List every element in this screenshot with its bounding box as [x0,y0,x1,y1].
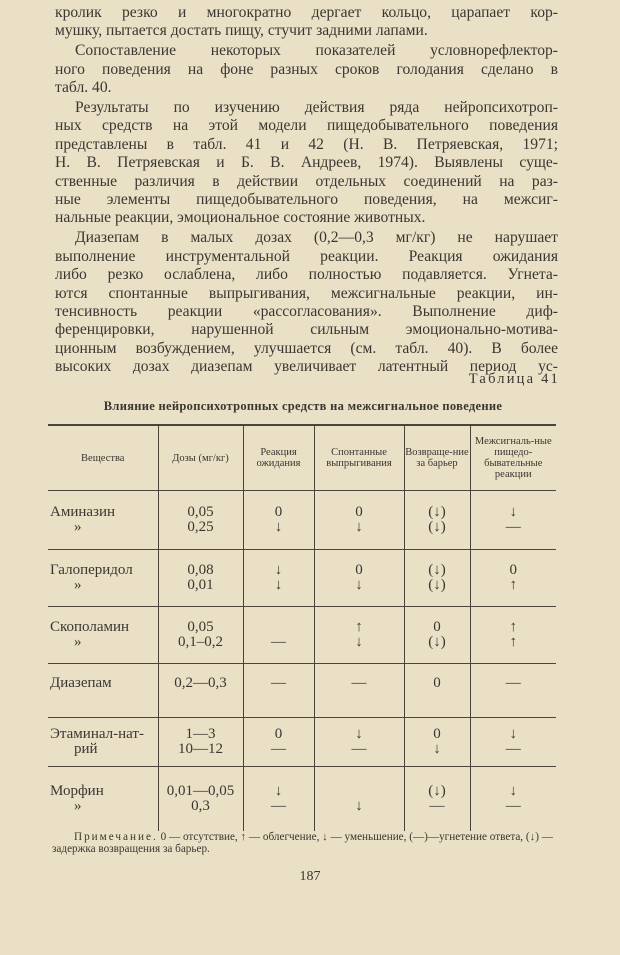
cell-intersignal [470,607,556,664]
table-row [48,607,556,664]
substance-value: Этаминал-нат- [50,726,144,742]
intersignal-value: — [505,674,521,691]
wait-value: — [271,741,286,757]
text-line: высоких дозах диазепам увеличивает латентный период ус- [55,358,558,376]
jumps-value: ↓ [355,577,363,593]
text-line: тенсивность реакции «рассогласования». Выполнение диф- [55,303,558,320]
dose-value: 0,01 [187,577,214,593]
substance-value: Диазепам [50,674,112,691]
intersignal-value [471,691,557,706]
wait-value [244,691,314,706]
cell-substance [48,664,158,718]
text-line: ференцировки, нарушенной сильным эмоционально-мотива- [55,321,558,339]
cell-wait [243,767,314,831]
table-number: Таблица 41 [468,371,560,387]
jumps-value: ↓ [355,797,363,814]
cell-return [404,664,470,718]
substance-value: Скополамин [50,619,130,635]
table-note [52,832,557,855]
return-value: 0 [433,674,441,691]
wait-value: ↓ [274,562,283,578]
jumps-value: — [351,741,367,757]
jumps-value [315,784,404,799]
jumps-value: ↓ [355,634,363,650]
cell-jumps [314,664,404,718]
cell-substance [48,491,158,550]
wait-value: — [271,797,286,814]
jumps-value [315,691,404,706]
note-label: Примечание. [74,831,158,843]
cell-substance [48,607,158,664]
table-row [48,664,556,718]
cell-wait [243,550,314,607]
text-line: либо резко ослаблена, либо полностью подавляется. Угнета- [55,266,558,284]
return-value [405,691,470,706]
jumps-value: ↓ [355,519,363,535]
cell-dose [158,718,243,767]
text-line: нальные реакции, эмоциональное состояние животных. [55,209,426,227]
table-row [48,767,556,831]
header-cell: Дозы (мг/кг) [158,425,243,491]
cell-return [404,718,470,767]
cell-dose [158,491,243,550]
return-value: (↓) [428,634,446,650]
cell-jumps [314,718,404,767]
intersignal-value: — [505,797,521,814]
dose-value: 0,05 [187,619,214,635]
dose-value: 0,25 [187,519,214,535]
wait-value: — [271,674,286,691]
intersignal-value: ↓ [509,782,517,799]
text-line: ционным возбуждением, улучшается (см. табл. 40). В более [55,339,558,357]
wait-value: 0 [274,726,283,742]
data-table [48,424,556,831]
wait-value: 0 [274,504,283,520]
cell-dose [158,550,243,607]
cell-wait [243,491,314,550]
text-line: ного поведения на фоне разных сроков голодания сделано в [55,60,558,78]
cell-jumps [314,607,404,664]
cell-intersignal [470,491,556,550]
intersignal-value: — [505,519,521,535]
table-row [48,550,556,607]
jumps-value: 0 [355,562,363,578]
intersignal-value: ↓ [509,504,517,520]
return-value: — [429,797,445,814]
cell-return [404,550,470,607]
header-cell: Реакция ожидания [243,425,314,491]
cell-jumps [314,767,404,831]
text-line: выполнение инструментальной реакции. Реакция ожидания [55,247,558,265]
wait-value: ↓ [274,782,283,799]
dose-value: 0,2—0,3 [174,674,227,691]
cell-intersignal [470,550,556,607]
cell-jumps [314,491,404,550]
cell-substance [48,767,158,831]
dose-value: 0,08 [187,562,214,578]
page-number: 187 [299,869,321,884]
substance-value: » [74,577,82,593]
text-line: Н. В. Петряевская и Б. В. Андреев, 1974). Выявлены суще- [55,154,558,172]
dose-value [159,691,243,706]
text-line: кролик резко и многократно дергает кольцо, царапает кор- [55,4,558,21]
return-value: (↓) [428,577,446,593]
text-line: мушку, пытается достать пищу, стучит задними лапами. [55,22,428,40]
text-line: Диазепам в малых дозах (0,2—0,3 мг/кг) не нарушает [75,229,558,247]
return-value: ↓ [433,741,441,757]
substance-value: » [74,634,82,650]
jumps-value: ↓ [355,726,363,742]
cell-return [404,607,470,664]
text-line: Результаты по изучению действия ряда нейропсихотроп- [75,99,558,117]
text-line: табл. 40. [55,79,112,97]
dose-value: 0,01—0,05 [166,782,235,799]
cell-dose [158,607,243,664]
dose-value: 0,1–0,2 [178,634,223,650]
table-header-row [48,425,556,491]
return-value: (↓) [428,562,446,578]
return-value: (↓) [428,504,446,520]
wait-value: ↓ [274,519,283,535]
cell-wait [243,718,314,767]
return-value: (↓) [428,782,446,799]
cell-intersignal [470,664,556,718]
cell-substance [48,718,158,767]
wait-value: — [271,634,286,650]
header-cell: Спонтанные выпрыгивания [314,425,404,491]
cell-return [404,767,470,831]
substance-value: Галоперидол [50,562,133,578]
intersignal-value: ↑ [509,619,517,635]
cell-return [404,491,470,550]
intersignal-value: 0 [509,562,517,578]
body-text [55,4,558,377]
substance-value: Аминазин [50,504,116,520]
cell-dose [158,767,243,831]
substance-value: рий [74,741,98,757]
cell-dose [158,664,243,718]
header-cell: Вещества [48,425,158,491]
header-cell: Возвраще-ние за барьер [404,425,470,491]
table-title: Влияние нейропсихотропных средств на межсигнальное поведение [103,399,503,413]
text-line: Сопоставление некоторых показателей условнорефлектор- [75,42,558,60]
dose-value: 10—12 [178,741,223,757]
text-line: ются спонтанные выпрыгивания, межсигнальные реакции, ин- [55,284,558,302]
cell-wait [243,607,314,664]
substance-value: » [74,519,82,535]
intersignal-value: — [505,741,521,757]
text-line: ных средств на этой модели пищедобывательного поведения [55,117,558,135]
text-line: представлены в табл. 41 и 42 (Н. В. Петряевская, 1971; [55,135,558,153]
dose-value: 0,05 [187,504,214,520]
cell-jumps [314,550,404,607]
substance-value [50,691,158,706]
return-value: 0 [433,619,441,635]
wait-value: ↓ [274,577,283,593]
wait-value [244,620,314,635]
dose-value: 1—3 [185,726,216,742]
text-line: ные элементы пищедобывательного поведения, на межсиг- [55,191,558,209]
jumps-value: — [351,674,367,691]
substance-value: » [74,797,82,814]
table-row [48,718,556,767]
table-row [48,491,556,550]
dose-value: 0,3 [191,797,210,814]
intersignal-value: ↑ [509,577,517,593]
jumps-value: 0 [355,504,363,520]
cell-substance [48,550,158,607]
cell-wait [243,664,314,718]
header-cell: Межсигналь-ные пищедо-бывательные реакции [470,425,556,491]
substance-value: Морфин [50,782,104,799]
intersignal-value: ↓ [509,726,517,742]
text-line: ственные различия в действии отдельных соединений на раз- [55,172,558,190]
cell-intersignal [470,767,556,831]
note-text: 0 — отсутствие, ↑ — облегчение, ↓ — уменьшение, (—)—угнетение ответа, (↓) — задержка возвращения за барьер. [52,831,553,855]
return-value: (↓) [428,519,446,535]
cell-intersignal [470,718,556,767]
return-value: 0 [433,726,441,742]
intersignal-value: ↑ [509,634,517,650]
jumps-value: ↑ [355,619,363,635]
